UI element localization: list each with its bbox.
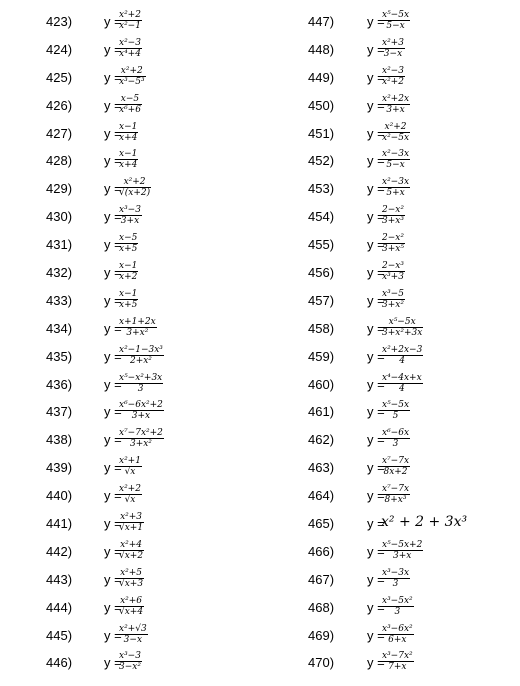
fraction-numerator: x²+2x: [382, 93, 410, 104]
fraction-numerator: x⁶−6x: [382, 428, 410, 439]
fraction-denominator: x³+3: [382, 272, 404, 283]
fraction-denominator: 3: [392, 439, 399, 450]
exercise-row: [0, 345, 260, 373]
y-equals-label: y =: [367, 41, 385, 57]
exercise-row: [260, 149, 520, 177]
y-equals-label: y =: [104, 543, 122, 559]
fraction-numerator: x³−5x²: [382, 595, 413, 606]
fraction: [381, 122, 410, 143]
y-equals-label: y =: [104, 376, 122, 392]
fraction-numerator: x+1+2x: [119, 316, 156, 327]
y-equals-label: y =: [367, 69, 385, 85]
fraction-numerator: x⁵−5x: [388, 316, 416, 327]
exercise-number: 460): [308, 376, 335, 392]
fraction: [381, 261, 405, 282]
exercise-number: 441): [46, 516, 73, 532]
fraction-numerator: x⁷−7x²+2: [119, 428, 163, 439]
fraction-numerator: x²+4: [120, 539, 143, 550]
exercise-row: [260, 512, 520, 540]
fraction: [118, 66, 146, 87]
fraction-denominator: x+4: [119, 160, 138, 171]
exercise-number: 459): [308, 348, 335, 364]
y-equals-label: y =: [367, 265, 385, 281]
y-equals-label: y =: [104, 599, 122, 615]
exercise-number: 423): [46, 14, 73, 29]
y-equals-label: y =: [104, 655, 122, 671]
exercise-row: [0, 10, 260, 38]
y-equals-label: y =: [104, 292, 122, 308]
fraction-denominator: 3+x: [386, 104, 405, 115]
fraction-denominator: 5: [392, 411, 399, 422]
fraction-denominator: 8x+2: [383, 467, 408, 478]
y-equals-label: y =: [104, 41, 122, 57]
fraction: [381, 456, 410, 477]
exercise-number: 445): [46, 627, 73, 643]
fraction-numerator: x²−3x: [382, 177, 410, 188]
fraction-numerator: x⁵−5x+2: [382, 539, 423, 550]
exercise-row: [260, 317, 520, 345]
exercise-row: [260, 177, 520, 205]
fraction-numerator: x²−3: [382, 65, 404, 76]
exercise-row: [260, 66, 520, 94]
fraction-numerator: x²+2: [123, 177, 146, 188]
fraction: [118, 400, 164, 421]
exercise-row: [0, 122, 260, 150]
fraction-numerator: x²−1−3x³: [119, 344, 163, 355]
fraction: [118, 596, 144, 617]
y-equals-label: y =: [367, 571, 385, 587]
exercise-row: [260, 205, 520, 233]
fraction: [381, 94, 410, 115]
y-equals-label: y =: [367, 376, 385, 392]
exercise-row: [260, 400, 520, 428]
exercise-number: 440): [46, 488, 73, 504]
fraction-numerator: x³−3: [119, 651, 141, 662]
fraction-numerator: x³−3: [119, 205, 141, 216]
y-equals-label: y =: [367, 627, 385, 643]
fraction-denominator: x⁶+6: [119, 104, 141, 115]
fraction-numerator: x⁷−7x: [382, 456, 410, 467]
y-equals-label: y =: [104, 627, 122, 643]
fraction: [381, 484, 410, 505]
left-column: [0, 10, 260, 679]
fraction-denominator: 2+x²: [129, 355, 152, 366]
y-equals-label: y =: [367, 348, 385, 364]
fraction-numerator: x²+3: [120, 512, 143, 523]
fraction-denominator: 3: [392, 578, 399, 589]
fraction-denominator: √(x+2): [119, 188, 151, 199]
fraction-denominator: √x: [124, 467, 136, 478]
exercise-row: [0, 66, 260, 94]
fraction: [381, 38, 405, 59]
fraction: [118, 624, 148, 645]
fraction-denominator: 3+x⁵: [382, 244, 404, 255]
y-equals-label: y =: [367, 181, 385, 197]
fraction-numerator: x²+√3: [119, 623, 147, 634]
fraction: [118, 205, 142, 226]
exercise-row: [0, 456, 260, 484]
fraction-numerator: x⁶−6x²+2: [119, 400, 163, 411]
exercise-number: 467): [308, 571, 335, 587]
fraction-denominator: 5−x: [386, 160, 405, 171]
exercise-row: [0, 233, 260, 261]
y-equals-label: y =: [367, 97, 385, 113]
exercise-number: 432): [46, 265, 73, 281]
y-equals-label: y =: [104, 265, 122, 281]
y-equals-label: y =: [367, 432, 385, 448]
fraction-numerator: x²+5: [120, 567, 143, 578]
exercise-row: [260, 540, 520, 568]
fraction-denominator: 3−x: [383, 48, 403, 59]
exercise-number: 454): [308, 209, 335, 225]
fraction: [381, 149, 410, 170]
fraction: [118, 568, 144, 589]
y-equals-label: y =: [104, 14, 122, 29]
fraction: [381, 177, 410, 198]
fraction-numerator: x³−3x: [382, 567, 410, 578]
exercise-number: 430): [46, 209, 73, 225]
exercise-row: [0, 512, 260, 540]
fraction-numerator: 2−x²: [382, 233, 404, 244]
exercise-number: 468): [308, 599, 335, 615]
y-equals-label: y =: [367, 125, 385, 141]
exercise-number: 426): [46, 97, 73, 113]
fraction-denominator: 3+x: [120, 216, 140, 227]
fraction-denominator: √x: [124, 495, 136, 506]
fraction-numerator: x⁴−4x+x: [382, 372, 422, 383]
y-equals-label: y =: [367, 404, 385, 420]
y-equals-label: y =: [104, 181, 122, 197]
fraction-denominator: 3+x²: [126, 327, 149, 338]
y-equals-label: y =: [104, 97, 122, 113]
fraction-denominator: √x+3: [119, 578, 144, 589]
fraction: [381, 233, 405, 254]
fraction-denominator: √x+1: [119, 523, 144, 534]
fraction-numerator: x²+2: [119, 484, 141, 495]
exercise-row: [0, 596, 260, 624]
fraction: [118, 484, 142, 505]
fraction-denominator: 4: [399, 355, 406, 366]
exercise-row: [0, 484, 260, 512]
fraction-denominator: √x+2: [119, 550, 144, 561]
fraction-denominator: 3+x³: [382, 216, 404, 227]
fraction-denominator: x⁴+4: [119, 48, 141, 59]
fraction-denominator: 5+x: [386, 188, 405, 199]
y-equals-label: y =: [104, 348, 122, 364]
exercise-row: [260, 122, 520, 150]
exercise-number: 456): [308, 265, 335, 281]
right-column: [260, 10, 520, 679]
exercise-row: [260, 596, 520, 624]
exercise-number: 425): [46, 69, 73, 85]
y-equals-label: y =: [367, 599, 385, 615]
exercise-number: 452): [308, 153, 335, 169]
fraction: [381, 540, 423, 561]
exercise-row: [260, 484, 520, 512]
exercise-row: [0, 400, 260, 428]
exercise-row: [0, 651, 260, 679]
fraction-denominator: 3+x²: [382, 299, 404, 310]
exercise-number: 433): [46, 292, 73, 308]
exercise-number: 455): [308, 237, 335, 253]
fraction-denominator: 7+x: [388, 662, 407, 673]
exercise-number: 458): [308, 320, 335, 336]
fraction: [381, 10, 410, 31]
fraction: [381, 568, 410, 589]
fraction: [118, 512, 144, 533]
fraction-numerator: x⁵−x²+3x: [119, 372, 163, 383]
fraction: [381, 651, 414, 672]
fraction: [118, 317, 157, 338]
exercise-row: [260, 233, 520, 261]
fraction: [381, 428, 410, 449]
exercise-row: [0, 149, 260, 177]
fraction-denominator: √x+4: [119, 606, 144, 617]
exercise-row: [0, 261, 260, 289]
fraction-denominator: 3+x: [131, 411, 151, 422]
exercise-row: [260, 568, 520, 596]
fraction-numerator: x³−6x²: [382, 623, 413, 634]
exercise-row: [260, 651, 520, 679]
fraction: [118, 651, 142, 672]
fraction: [118, 233, 138, 254]
exercise-row: [0, 94, 260, 122]
exercise-number: 429): [46, 181, 73, 197]
fraction-denominator: 3+x²+3x: [382, 327, 423, 338]
exercise-row: [260, 94, 520, 122]
fraction-denominator: 3−x²: [119, 662, 141, 673]
y-equals-label: y =: [367, 320, 385, 336]
fraction: [118, 345, 164, 366]
fraction: [118, 94, 142, 115]
y-equals-label: y =: [367, 488, 385, 504]
exercise-number: 469): [308, 627, 335, 643]
fraction-denominator: 6+x: [388, 634, 407, 645]
fraction-numerator: x−5: [120, 93, 140, 104]
fraction-denominator: x+2: [119, 272, 138, 283]
y-equals-label: y =: [104, 460, 122, 476]
fraction-numerator: x−1: [119, 288, 138, 299]
exercise-number: 436): [46, 376, 73, 392]
exercise-number: 448): [308, 41, 335, 57]
fraction-numerator: x⁵−5x: [382, 400, 410, 411]
exercise-row: [0, 428, 260, 456]
y-equals-label: y =: [367, 543, 385, 559]
y-equals-label: y =: [104, 488, 122, 504]
fraction-denominator: x+5: [119, 299, 138, 310]
fraction-numerator: x³−5: [382, 288, 404, 299]
y-equals-label: y =: [104, 404, 122, 420]
exercise-number: 434): [46, 320, 73, 336]
y-equals-label: y =: [367, 655, 385, 671]
fraction-denominator: 4: [398, 383, 405, 394]
fraction: [381, 400, 410, 421]
exercise-row: [0, 373, 260, 401]
exercise-row: [0, 568, 260, 596]
y-equals-label: y =: [367, 516, 385, 532]
exercise-number: 457): [308, 292, 335, 308]
fraction: [381, 205, 405, 226]
fraction-numerator: x²+2: [384, 121, 407, 132]
exercise-number: 438): [46, 432, 73, 448]
exercise-number: 449): [308, 69, 335, 85]
exercise-row: [260, 428, 520, 456]
fraction: [118, 456, 142, 477]
fraction-denominator: 3: [137, 383, 144, 394]
fraction-numerator: x−5: [119, 233, 138, 244]
fraction: [118, 10, 142, 31]
fraction-denominator: 3+x: [392, 550, 412, 561]
exercise-number: 447): [308, 14, 335, 29]
fraction-numerator: 2−x²: [382, 205, 404, 216]
exercise-number: 442): [46, 543, 73, 559]
fraction: [118, 122, 138, 143]
y-equals-label: y =: [367, 292, 385, 308]
fraction-denominator: x³−5³: [119, 76, 145, 87]
exercise-row: [0, 38, 260, 66]
exercise-row: [0, 205, 260, 233]
y-equals-label: y =: [104, 153, 122, 169]
fraction: [381, 373, 423, 394]
fraction: [118, 38, 142, 59]
fraction: [381, 317, 423, 338]
exercise-row: [0, 289, 260, 317]
fraction-denominator: 3+x²: [129, 439, 152, 450]
exercise-number: 424): [46, 41, 73, 57]
exercise-row: [260, 289, 520, 317]
fraction-numerator: x²+6: [120, 595, 143, 606]
fraction-numerator: x⁷−7x: [382, 484, 410, 495]
y-equals-label: y =: [104, 125, 122, 141]
fraction: [118, 428, 164, 449]
exercise-number: 428): [46, 153, 73, 169]
y-equals-label: y =: [367, 460, 385, 476]
fraction-denominator: x+5: [119, 244, 138, 255]
y-equals-label: y =: [104, 69, 122, 85]
exercise-row: [260, 456, 520, 484]
fraction-denominator: 5−x: [386, 21, 405, 31]
y-equals-label: y =: [104, 516, 122, 532]
fraction-numerator: x³−7x²: [382, 651, 413, 662]
exercise-number: 466): [308, 543, 335, 559]
exercise-number: 431): [46, 237, 73, 253]
exercise-number: 444): [46, 599, 73, 615]
exercise-row: [260, 373, 520, 401]
exercise-number: 465): [308, 516, 335, 532]
fraction-numerator: x²−3x: [382, 149, 410, 160]
fraction: [381, 289, 405, 310]
fraction-denominator: x²+2: [382, 76, 404, 87]
fraction-denominator: 3−x: [123, 634, 143, 645]
y-equals-label: y =: [367, 237, 385, 253]
fraction-numerator: x²+3: [382, 37, 404, 48]
y-equals-label: y =: [367, 153, 385, 169]
fraction-numerator: x²+1: [119, 456, 141, 467]
y-equals-label: y =: [104, 571, 122, 587]
exercise-number: 435): [46, 348, 73, 364]
exercise-number: 427): [46, 125, 73, 141]
y-equals-label: y =: [104, 209, 122, 225]
fraction: [118, 149, 138, 170]
exercise-number: 463): [308, 460, 335, 476]
exercise-number: 450): [308, 97, 335, 113]
exercise-row: [260, 261, 520, 289]
fraction: [118, 373, 163, 394]
fraction: [118, 540, 144, 561]
fraction: [118, 289, 138, 310]
fraction-denominator: 3: [394, 606, 401, 617]
fraction-denominator: x²−5x: [382, 132, 410, 143]
exercise-row: [0, 177, 260, 205]
fraction: [381, 66, 405, 87]
fraction-denominator: x²−1: [119, 21, 141, 31]
exercise-number: 461): [308, 404, 335, 420]
exercise-row: [260, 624, 520, 652]
y-equals-label: y =: [104, 320, 122, 336]
fraction-denominator: 8+x³: [384, 495, 407, 506]
exercise-number: 437): [46, 404, 73, 420]
fraction-denominator: x+4: [119, 132, 138, 143]
exercise-number: 451): [308, 125, 335, 141]
exercise-number: 439): [46, 460, 73, 476]
exercise-number: 462): [308, 432, 335, 448]
exercise-number: 464): [308, 488, 335, 504]
fraction: [118, 261, 138, 282]
exercise-row: [260, 38, 520, 66]
inline-expression: x² + 2 + 3x³: [381, 514, 468, 531]
exercise-row: [260, 10, 520, 38]
fraction-numerator: x−1: [119, 149, 138, 160]
y-equals-label: y =: [104, 432, 122, 448]
fraction-numerator: 2−x³: [382, 261, 404, 272]
fraction: [381, 345, 423, 366]
exercise-row: [0, 317, 260, 345]
fraction: [118, 177, 151, 198]
exercise-row: [0, 540, 260, 568]
fraction: [381, 596, 414, 617]
fraction-numerator: x²+2: [119, 10, 141, 20]
exercise-number: 446): [46, 655, 73, 671]
fraction-numerator: x²+2x−3: [382, 344, 423, 355]
fraction-numerator: x²−3: [119, 37, 141, 48]
y-equals-label: y =: [367, 209, 385, 225]
fraction-numerator: x−1: [119, 261, 138, 272]
y-equals-label: y =: [367, 14, 385, 29]
fraction-numerator: x−1: [119, 121, 138, 132]
fraction-numerator: x⁵−5x: [382, 10, 410, 20]
y-equals-label: y =: [104, 237, 122, 253]
exercise-row: [260, 345, 520, 373]
fraction-numerator: x²+2: [120, 65, 143, 76]
exercise-number: 443): [46, 571, 73, 587]
exercise-number: 470): [308, 655, 335, 671]
exercise-number: 453): [308, 181, 335, 197]
fraction: [381, 624, 414, 645]
exercise-row: [0, 624, 260, 652]
